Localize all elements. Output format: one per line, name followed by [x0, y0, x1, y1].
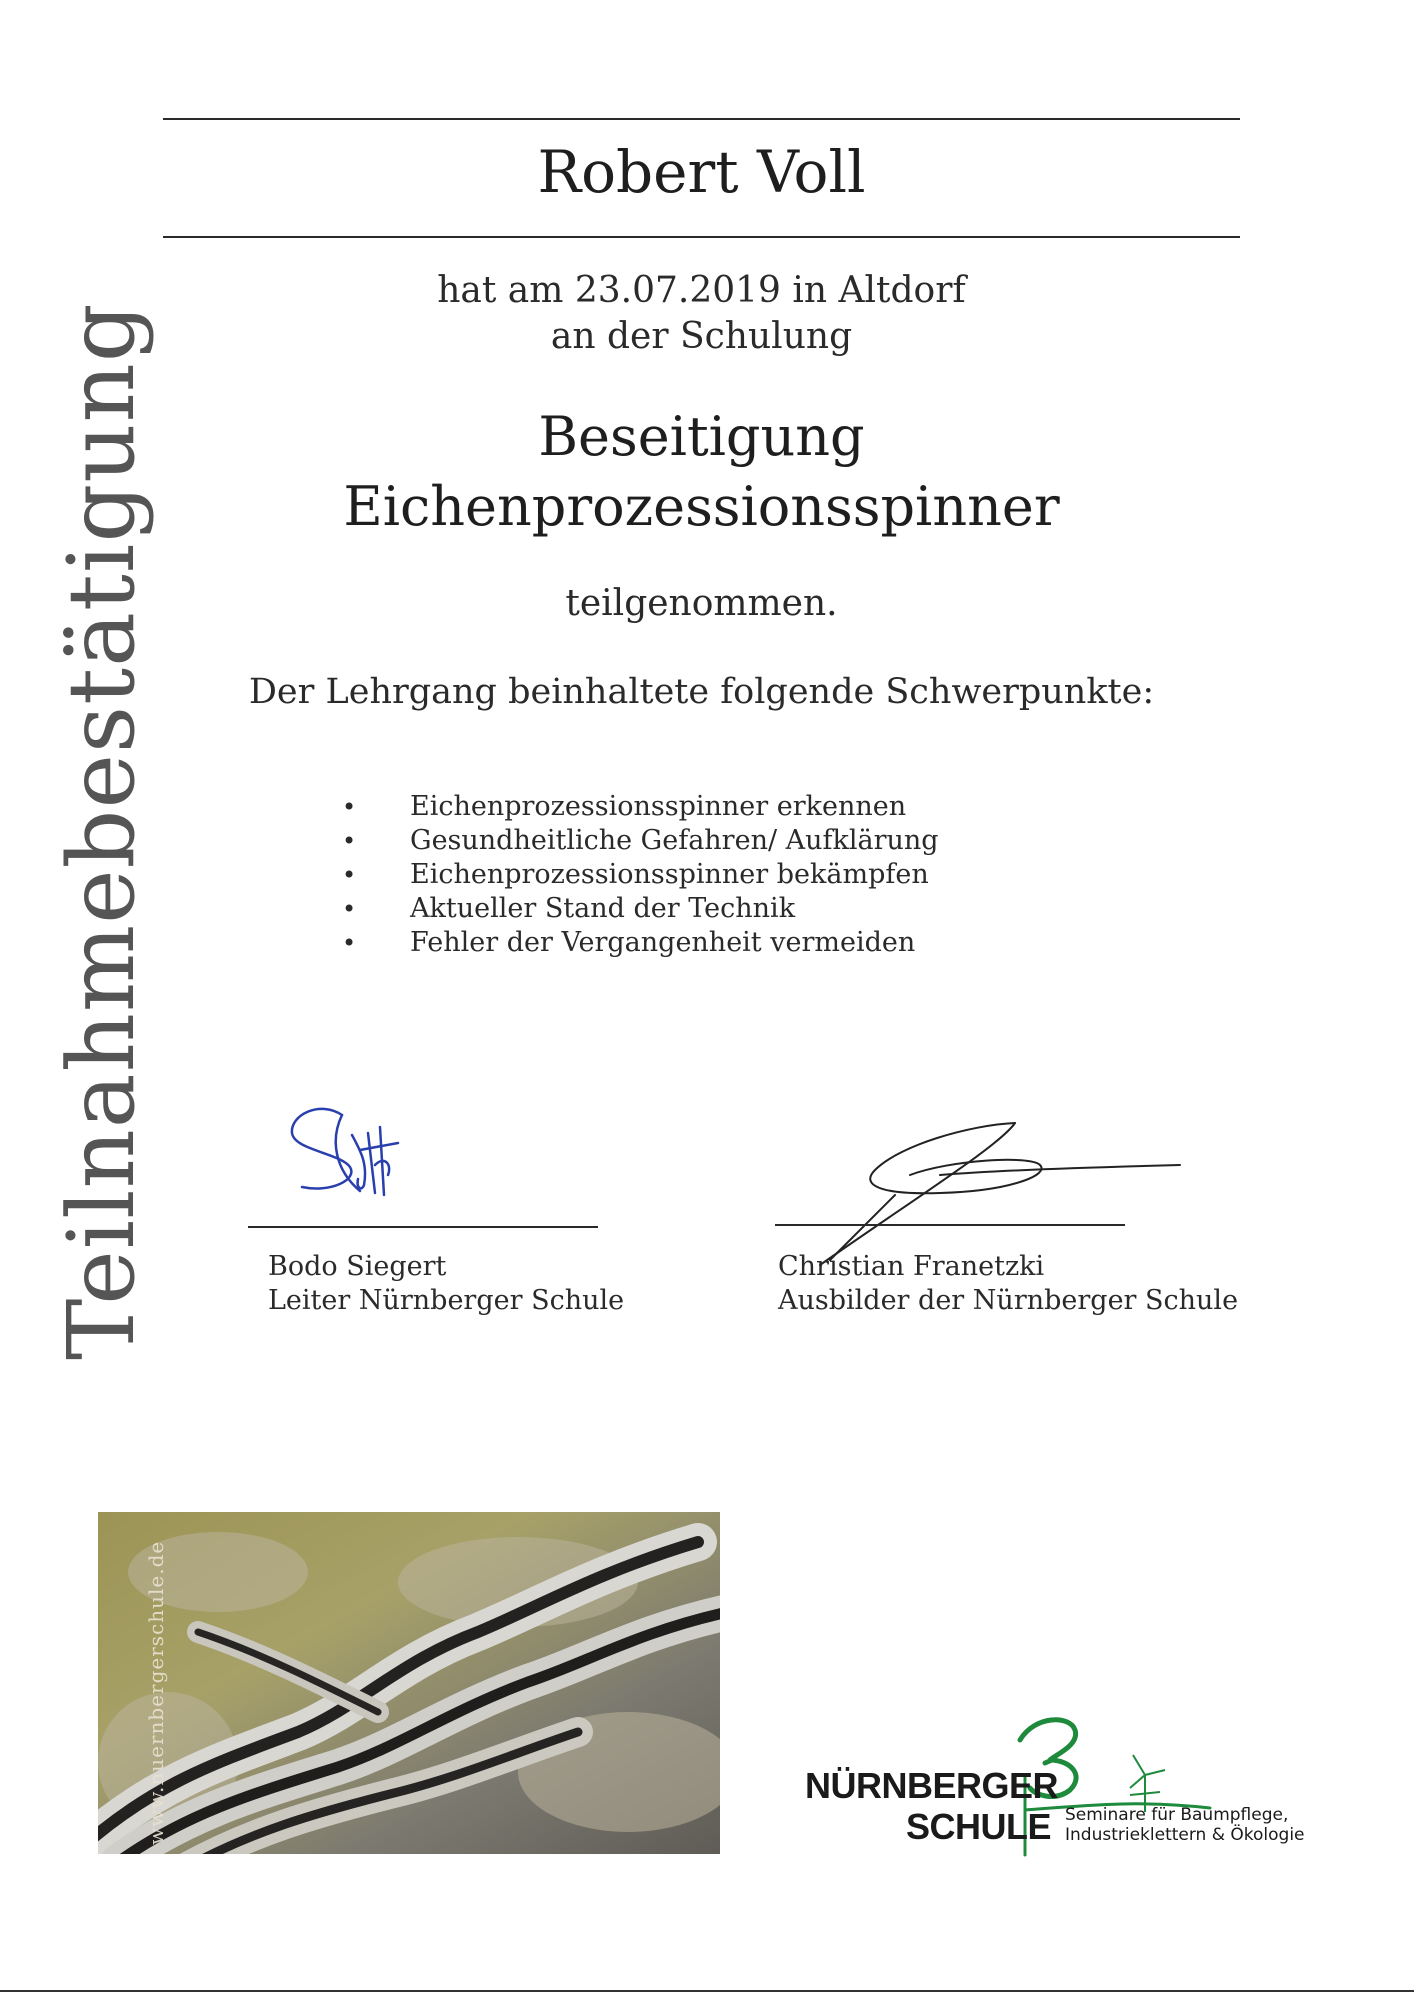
logo-name-line-2: SCHULE: [906, 1806, 1052, 1847]
caterpillars-photo: [98, 1512, 720, 1854]
logo-name-line-1: NÜRNBERGER: [805, 1765, 1059, 1806]
list-item: • Eichenprozessionsspinner bekämpfen: [342, 858, 939, 892]
focus-intro: Der Lehrgang beinhaltete folgende Schwerpunkte:: [248, 672, 1155, 712]
top-rule: [163, 118, 1240, 120]
photo-website-caption: www.nuernbergerschule.de: [144, 1540, 168, 1845]
list-item: • Eichenprozessionsspinner erkennen: [342, 790, 939, 824]
training-intro-line: an der Schulung: [550, 316, 853, 357]
signer-left: [268, 1250, 624, 1318]
list-item: • Fehler der Vergangenheit vermeiden: [342, 926, 939, 960]
signature-line-left: [248, 1226, 598, 1228]
signer-right-name: Christian Franetzki: [778, 1251, 1045, 1282]
signer-left-name: Bodo Siegert: [268, 1251, 447, 1282]
list-item: • Gesundheitliche Gefahren/ Aufklärung: [342, 824, 939, 858]
name-underline-rule: [163, 236, 1240, 238]
bottom-edge-rule: [0, 1990, 1414, 1992]
course-title-line-2: Eichenprozessionsspinner: [343, 475, 1060, 538]
signature-line-right: [775, 1224, 1125, 1226]
participated-line: teilgenommen.: [565, 583, 838, 624]
vertical-title: Teilnahmebestätigung: [48, 302, 155, 1360]
signer-right: [778, 1250, 1238, 1318]
focus-list: [342, 790, 939, 960]
signature-left: [280, 1095, 420, 1215]
logo-tagline-line-2: Industrieklettern & Ökologie: [1065, 1825, 1305, 1845]
logo-tagline-line-1: Seminare für Baumpflege,: [1065, 1805, 1289, 1825]
course-title-line-1: Beseitigung: [538, 405, 865, 468]
recipient-name: Robert Voll: [537, 138, 866, 206]
signer-left-role: Leiter Nürnberger Schule: [268, 1285, 625, 1316]
list-item: • Aktueller Stand der Technik: [342, 892, 939, 926]
signer-right-role: Ausbilder der Nürnberger Schule: [778, 1285, 1239, 1316]
date-location-line: hat am 23.07.2019 in Altdorf: [437, 270, 966, 311]
